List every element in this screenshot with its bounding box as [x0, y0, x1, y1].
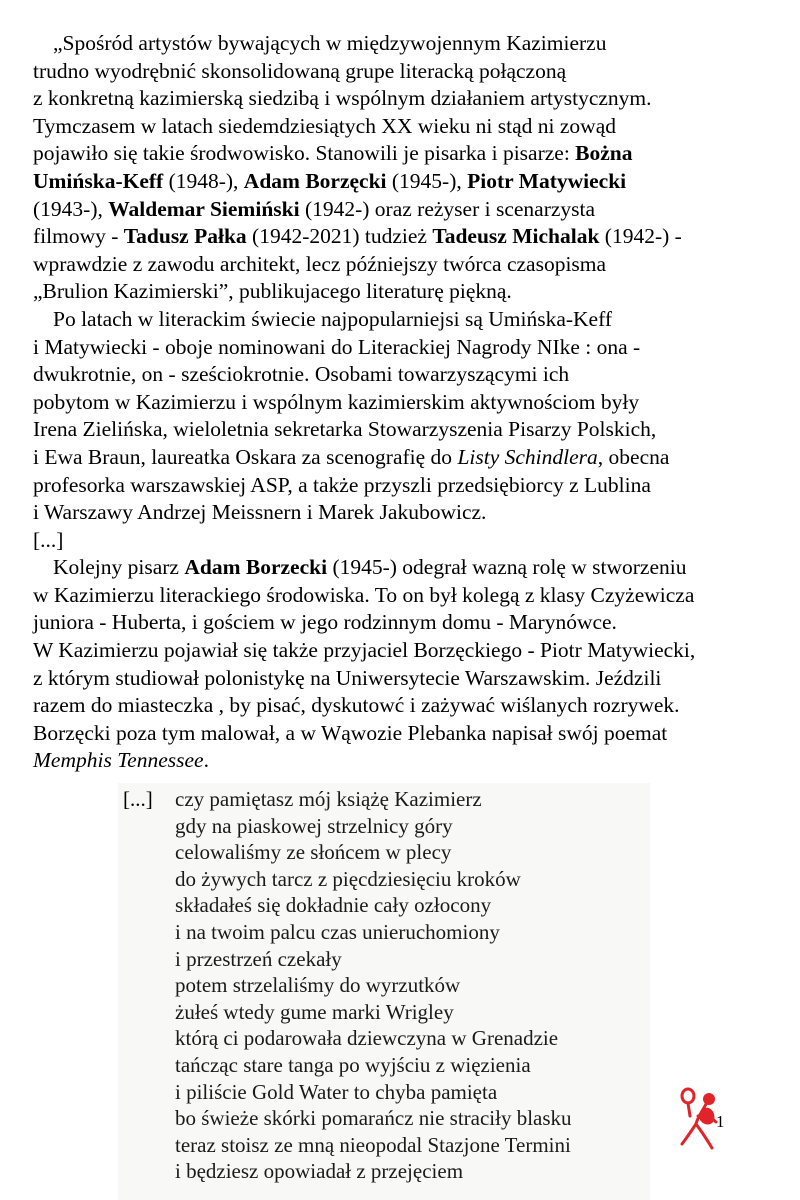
- poem-ellipsis-marker: [...]: [123, 787, 153, 811]
- text-line: [33, 389, 793, 417]
- text-run: Borzęcki poza tym malował, a w Wąwozie Plebanka napisał swój poemat: [33, 720, 668, 745]
- bold-name: Adam Borzęcki: [243, 168, 387, 193]
- text-line: [33, 416, 793, 444]
- text-line: [33, 637, 793, 665]
- text-line: [33, 720, 793, 748]
- text-run: profesorka warszawskiej ASP, a także przyszli przedsiębiorcy z Lublina: [33, 472, 651, 497]
- text-line: [33, 499, 793, 527]
- text-line: [33, 168, 793, 196]
- article-body: [33, 30, 793, 775]
- bold-name: Umińska-Keff: [33, 168, 164, 193]
- text-run: .: [203, 748, 209, 773]
- text-line: [33, 554, 793, 582]
- text-run: Po latach w literackim świecie najpopularniejsi są Umińska-Keff: [53, 306, 613, 331]
- text-line: [33, 444, 793, 472]
- text-run: filmowy -: [33, 224, 124, 249]
- poem-line: bo świeże skórki pomarańcz nie straciły blasku: [175, 1106, 572, 1131]
- text-run: wprawdzie z zawodu architekt, lecz późniejszy twórca czasopisma: [33, 251, 607, 276]
- text-line: [33, 582, 793, 610]
- text-run: (1945-),: [386, 168, 468, 193]
- text-run: (1942-) -: [599, 224, 682, 249]
- poem-line: i piliście Gold Water to chyba pamięta: [175, 1079, 498, 1104]
- poem-line: którą ci podarowała dziewczyna w Grenadzie: [175, 1026, 559, 1051]
- text-line: [33, 361, 793, 389]
- poem-line: celowaliśmy ze słońcem w plecy: [175, 840, 452, 865]
- text-line: [33, 665, 793, 693]
- text-line: [33, 609, 793, 637]
- text-line: [33, 472, 793, 500]
- italic-title: Memphis Tennessee: [33, 748, 204, 773]
- text-run: W Kazimierzu pojawiał się także przyjaciel Borzęckiego - Piotr Matywiecki,: [33, 638, 696, 663]
- poem-excerpt: [175, 786, 645, 1185]
- poem-line: gdy na piaskowej strzelnicy góry: [175, 813, 453, 838]
- text-run: z konkretną kazimierską siedzibą i wspólnym działaniem artystycznym.: [33, 86, 652, 111]
- poem-line: składałeś się dokładnie cały ozłocony: [175, 893, 492, 918]
- text-run: (1942-2021) tudzież: [246, 224, 433, 249]
- text-line: [33, 692, 793, 720]
- text-run: Irena Zielińska, wieloletnia sekretarka Stowarzyszenia Pisarzy Polskich,: [33, 417, 657, 442]
- text-line: [33, 527, 793, 555]
- text-run: i Warszawy Andrzej Meissnern i Marek Jakubowicz.: [33, 500, 487, 525]
- text-line: [33, 30, 793, 58]
- text-run: juniora - Huberta, i gościem w jego rodzinnym domu - Marynówce.: [33, 610, 617, 635]
- poem-line: i będziesz opowiadał z przejęciem: [175, 1159, 464, 1184]
- text-run: „Brulion Kazimierski”, publikujacego literaturę piękną.: [33, 279, 512, 304]
- italic-title: Listy Schindlera: [457, 444, 598, 469]
- text-line: [33, 223, 793, 251]
- text-run: pojawiło się takie środwowisko. Stanowili je pisarka i pisarze:: [33, 141, 576, 166]
- text-run: (1945-) odegrał wazną rolę w stworzeniu: [327, 555, 687, 580]
- bold-name: Tadeusz Michalak: [432, 224, 600, 249]
- poem-line: i na twoim palcu czas unieruchomiony: [175, 919, 500, 944]
- bold-name: Bożna: [575, 141, 633, 166]
- text-run: (1943-),: [33, 196, 109, 221]
- text-line: [33, 58, 793, 86]
- text-run: i Matywiecki - oboje nominowani do Literackiej Nagrody NIke : ona -: [33, 334, 641, 359]
- page-number: 1: [716, 1112, 725, 1131]
- text-run: [...]: [33, 527, 64, 552]
- text-run: pobytom w Kazimierzu i wspólnym kazimierskim aktywnościom były: [33, 389, 640, 414]
- poem-line: potem strzelaliśmy do wyrzutków: [175, 973, 461, 998]
- poem-line: tańcząc stare tanga po wyjściu z więzienia: [175, 1052, 531, 1077]
- text-run: Kolejny pisarz: [53, 555, 185, 580]
- bold-name: Tadusz Pałka: [123, 224, 247, 249]
- text-run: , obecna: [597, 444, 670, 469]
- poem-line: i przestrzeń czekały: [175, 946, 342, 971]
- text-line: [33, 334, 793, 362]
- text-run: razem do miasteczka , by pisać, dyskutowć i zażywać wiślanych rozrywek.: [33, 693, 680, 718]
- text-run: w Kazimierzu literackiego środowiska. To on był kolegą z klasy Czyżewicza: [33, 582, 695, 607]
- text-line: [33, 278, 793, 306]
- text-line: [33, 306, 793, 334]
- text-line: [33, 747, 793, 775]
- poem-line: żułeś wtedy gume marki Wrigley: [175, 999, 454, 1024]
- text-line: [33, 85, 793, 113]
- poem-line: teraz stoisz ze mną nieopodal Stazjone Termini: [175, 1132, 571, 1157]
- text-line: [33, 113, 793, 141]
- text-run: (1942-) oraz reżyser i scenarzysta: [299, 196, 596, 221]
- text-line: [33, 140, 793, 168]
- text-line: [33, 251, 793, 279]
- text-run: trudno wyodrębnić skonsolidowaną grupe literacką połączoną: [33, 58, 567, 83]
- poem-line: do żywych tarcz z pięcdziesięciu kroków: [175, 866, 521, 891]
- text-run: dwukrotnie, on - sześciokrotnie. Osobami towarzyszącymi ich: [33, 362, 570, 387]
- bold-name: Waldemar Siemiński: [108, 196, 300, 221]
- text-line: [33, 196, 793, 224]
- bold-name: Piotr Matywiecki: [467, 168, 627, 193]
- text-run: z którym studiował polonistykę na Uniwersytecie Warszawskim. Jeździli: [33, 665, 662, 690]
- poem-line: czy pamiętasz mój książę Kazimierz: [175, 787, 482, 811]
- text-run: (1948-),: [163, 168, 244, 193]
- bold-name: Adam Borzecki: [184, 555, 328, 580]
- text-run: „Spośród artystów bywających w międzywojennym Kazimierzu: [53, 31, 607, 55]
- text-run: Tymczasem w latach siedemdziesiątych XX wieku ni stąd ni zowąd: [33, 113, 616, 138]
- text-run: i Ewa Braun, laureatka Oskara za scenografię do: [33, 444, 458, 469]
